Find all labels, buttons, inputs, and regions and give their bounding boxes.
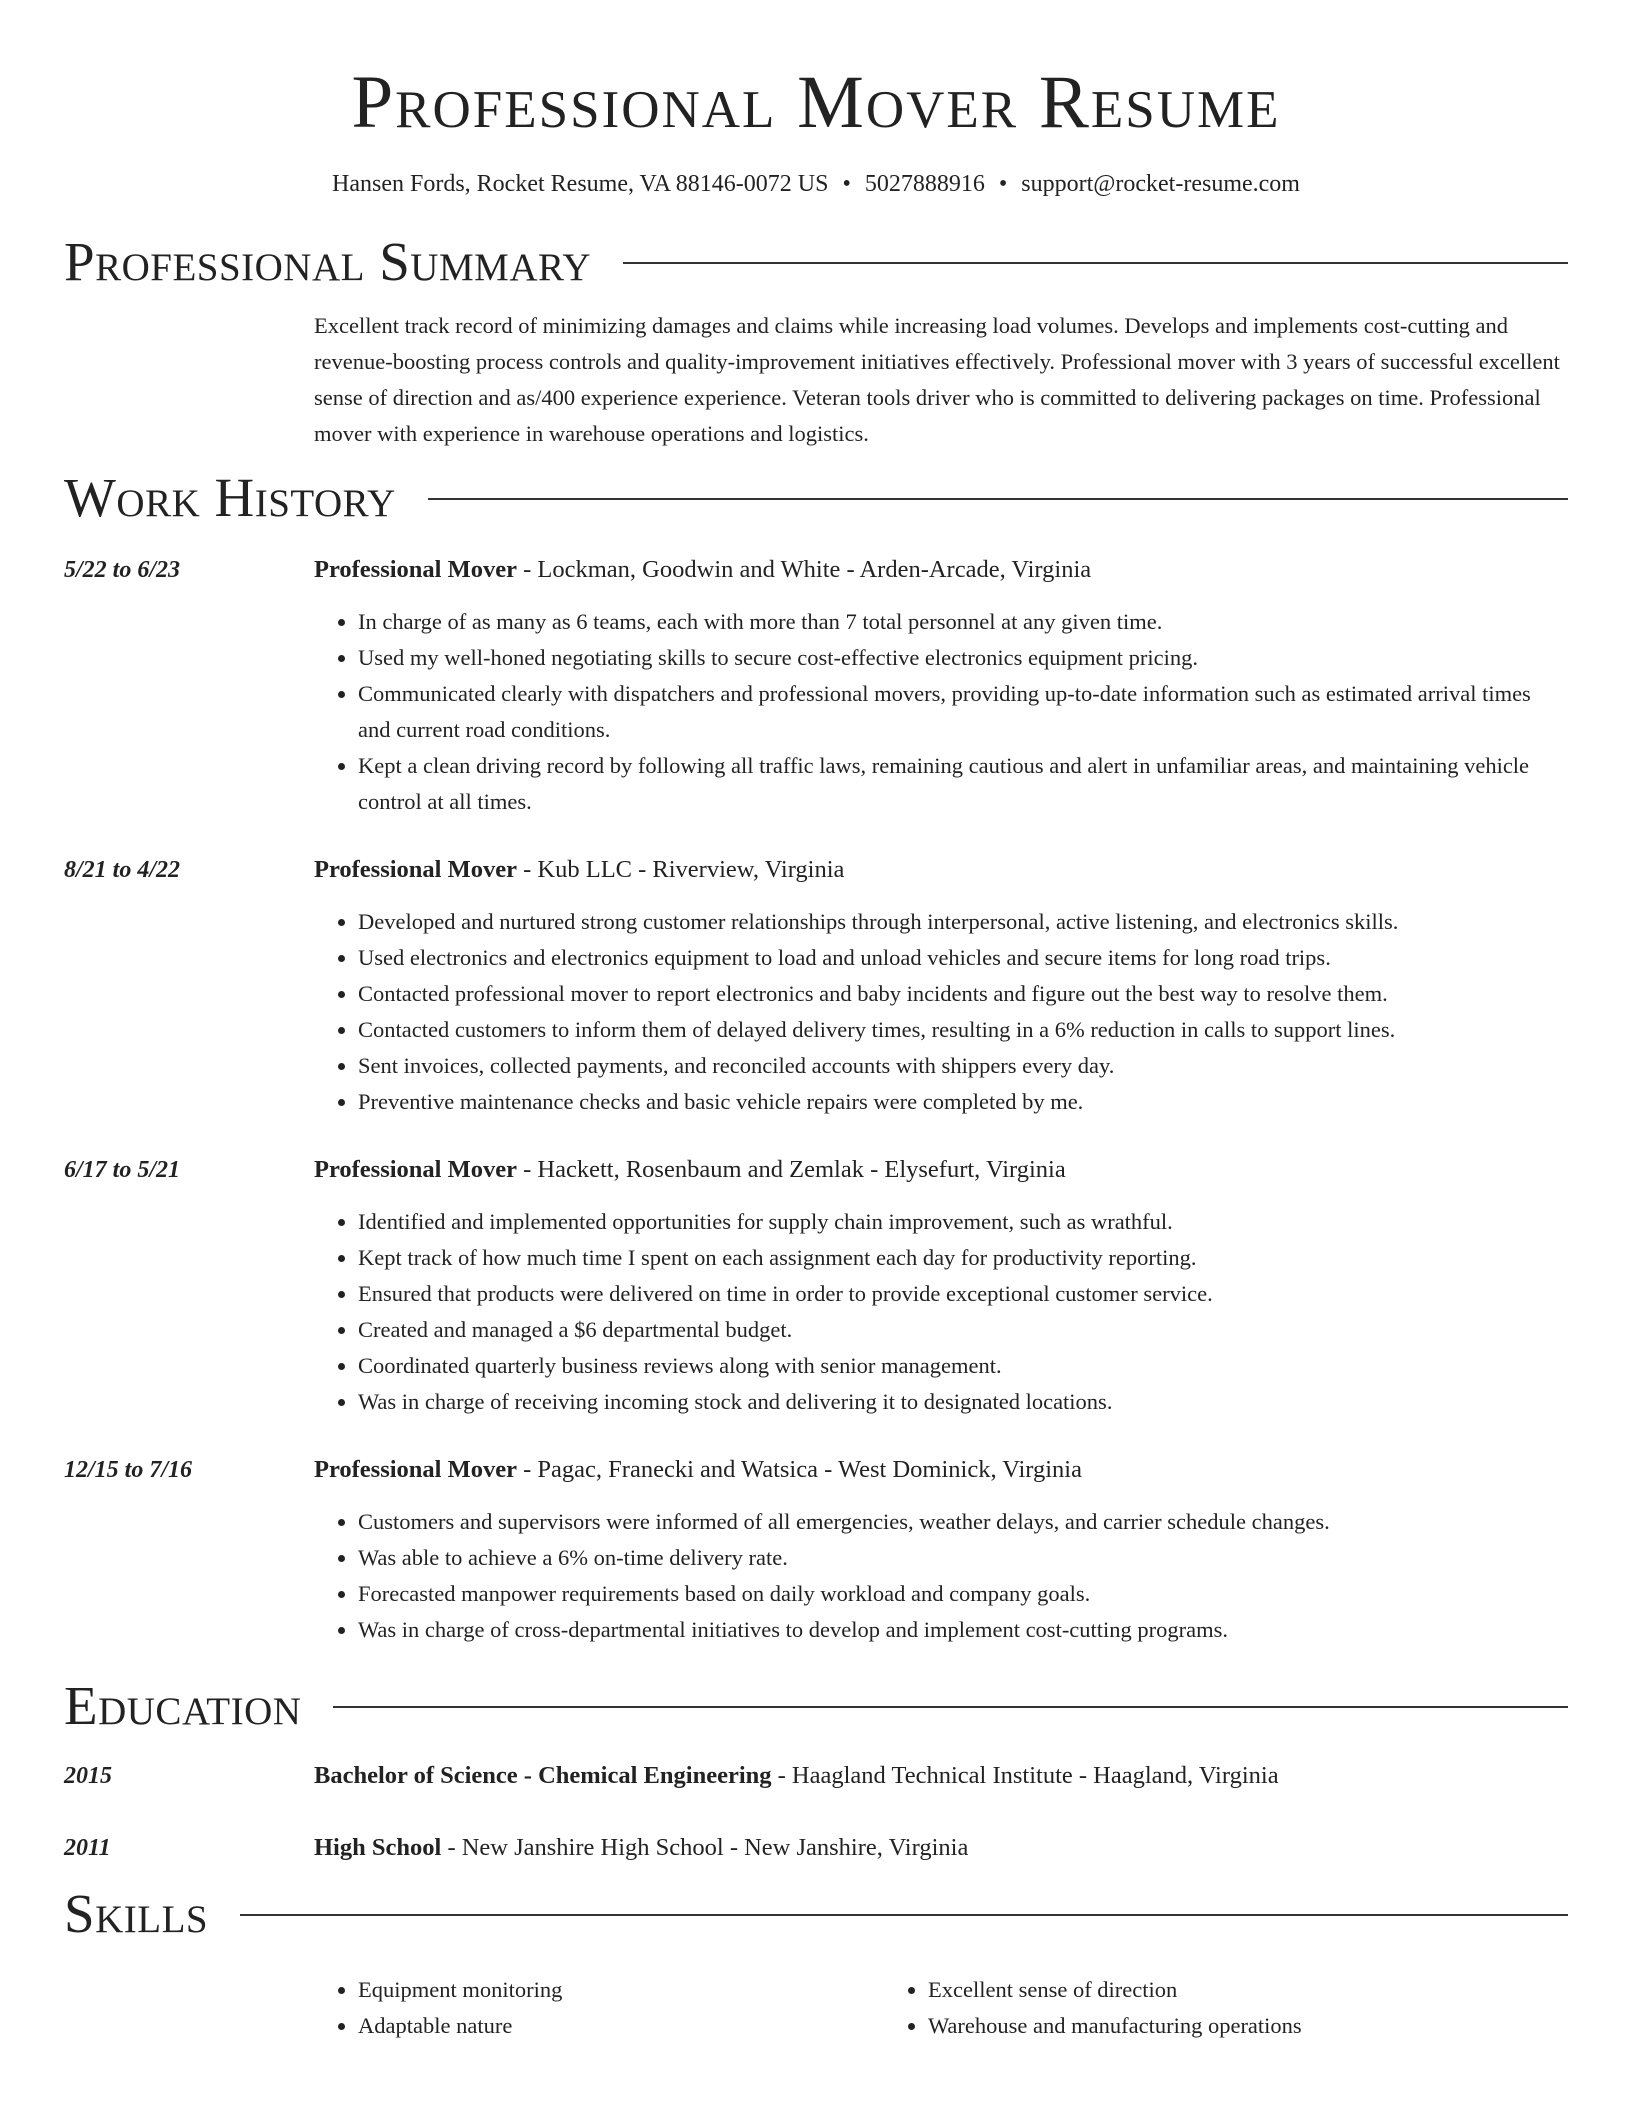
list-item: • Contacted professional mover to report electronics and baby incidents and figure out the best way to resolve them.	[358, 976, 1568, 1012]
job-body	[314, 552, 1568, 820]
education-degree: Bachelor of Science - Chemical Engineering	[314, 1762, 772, 1789]
education-details	[314, 1830, 968, 1866]
list-item: • In charge of as many as 6 teams, each with more than 7 total personnel at any given time.	[358, 604, 1568, 640]
skill-item: • Warehouse and manufacturing operations	[928, 2008, 1454, 2044]
education-school: - Haagland Technical Institute - Haagland, Virginia	[771, 1762, 1279, 1789]
education-degree: High School	[314, 1834, 442, 1861]
job-entry	[64, 852, 1568, 1120]
job-bullets	[314, 604, 1568, 820]
job-heading	[314, 852, 1568, 888]
section-rule	[428, 498, 1568, 500]
job-employer: - Lockman, Goodwin and White - Arden-Arcade, Virginia	[517, 556, 1092, 583]
section-rule	[333, 1706, 1568, 1708]
skill-item: • Equipment monitoring	[358, 1972, 884, 2008]
section-title-summary: Professional Summary	[64, 231, 592, 292]
section-header-education	[64, 1674, 1568, 1738]
job-entry	[64, 1152, 1568, 1420]
education-entry	[64, 1830, 1568, 1866]
job-title: Professional Mover	[314, 856, 517, 883]
skill-item: • Excellent sense of direction	[928, 1972, 1454, 2008]
job-body	[314, 1152, 1568, 1420]
job-date: 8/21 to 4/22	[64, 857, 181, 883]
contact-line	[64, 168, 1568, 200]
job-employer: - Hackett, Rosenbaum and Zemlak - Elysefurt, Virginia	[517, 1156, 1066, 1183]
list-item: • Ensured that products were delivered on time in order to provide exceptional customer service.	[358, 1276, 1568, 1312]
list-item: • Kept track of how much time I spent on each assignment each day for productivity reporting.	[358, 1240, 1568, 1276]
section-title-skills: Skills	[64, 1883, 209, 1944]
job-heading	[314, 552, 1568, 588]
section-title-work: Work History	[64, 467, 396, 528]
list-item: • Used electronics and electronics equipment to load and unload vehicles and secure items for long road trips.	[358, 940, 1568, 976]
job-title: Professional Mover	[314, 1456, 517, 1483]
job-bullets	[314, 904, 1568, 1120]
job-body	[314, 1452, 1568, 1648]
list-item: • Forecasted manpower requirements based on daily workload and company goals.	[358, 1576, 1568, 1612]
job-employer: - Pagac, Franecki and Watsica - West Dominick, Virginia	[517, 1456, 1082, 1483]
section-header-work	[64, 466, 1568, 530]
job-heading	[314, 1152, 1568, 1188]
education-details	[314, 1758, 1279, 1794]
contact-email: support@rocket-resume.com	[1021, 171, 1300, 197]
skill-item: • Adaptable nature	[358, 2008, 884, 2044]
job-body	[314, 852, 1568, 1120]
section-header-summary	[64, 230, 1568, 294]
job-employer: - Kub LLC - Riverview, Virginia	[517, 856, 845, 883]
list-item: • Was in charge of cross-departmental initiatives to develop and implement cost-cutting programs.	[358, 1612, 1568, 1648]
job-date: 5/22 to 6/23	[64, 557, 181, 583]
list-item: • Created and managed a $6 departmental budget.	[358, 1312, 1568, 1348]
contact-separator: •	[998, 171, 1008, 197]
job-entry	[64, 552, 1568, 820]
job-title: Professional Mover	[314, 1156, 517, 1183]
list-item: • Kept a clean driving record by following all traffic laws, remaining cautious and alert in unfamiliar areas, and maintaining vehicle control at all times.	[358, 748, 1568, 820]
education-date: 2011	[64, 1835, 111, 1861]
list-item: • Communicated clearly with dispatchers and professional movers, providing up-to-date information such as estimated arrival times and current road conditions.	[358, 676, 1568, 748]
contact-separator: •	[842, 171, 851, 197]
contact-phone: 5027888916	[864, 171, 985, 197]
job-heading	[314, 1452, 1568, 1488]
list-item: • Customers and supervisors were informed of all emergencies, weather delays, and carrier schedule changes.	[358, 1504, 1568, 1540]
list-item: • Developed and nurtured strong customer relationships through interpersonal, active listening, and electronics skills.	[358, 904, 1568, 940]
education-entry	[64, 1758, 1568, 1794]
skills-list	[314, 1972, 1568, 2044]
list-item: • Was able to achieve a 6% on-time delivery rate.	[358, 1540, 1568, 1576]
skills-column-left	[314, 1972, 884, 2044]
list-item: • Identified and implemented opportunities for supply chain improvement, such as wrathful.	[358, 1204, 1568, 1240]
contact-address: Hansen Fords, Rocket Resume, VA 88146-0072 US	[332, 171, 829, 197]
section-rule	[623, 262, 1568, 264]
section-title-education: Education	[64, 1675, 302, 1736]
list-item: • Preventive maintenance checks and basic vehicle repairs were completed by me.	[358, 1084, 1568, 1120]
job-date: 12/15 to 7/16	[64, 1457, 193, 1483]
job-bullets	[314, 1204, 1568, 1420]
section-rule	[240, 1914, 1568, 1916]
list-item: • Was in charge of receiving incoming stock and delivering it to designated locations.	[358, 1384, 1568, 1420]
section-header-skills	[64, 1882, 1568, 1946]
list-item: • Contacted customers to inform them of delayed delivery times, resulting in a 6% reduction in calls to support lines.	[358, 1012, 1568, 1048]
education-school: - New Janshire High School - New Janshire, Virginia	[441, 1834, 969, 1861]
job-date: 6/17 to 5/21	[64, 1157, 181, 1183]
skills-column-right	[884, 1972, 1454, 2044]
list-item: • Sent invoices, collected payments, and reconciled accounts with shippers every day.	[358, 1048, 1568, 1084]
job-entry	[64, 1452, 1568, 1648]
job-title: Professional Mover	[314, 556, 517, 583]
education-date: 2015	[64, 1763, 112, 1789]
summary-text: Excellent track record of minimizing damages and claims while increasing load volumes. Develops and implements cost-cutting and revenue-boosting process controls and quality-improvement initiatives effectively. Professional mover with 3 years of successful excellent sense of direction and as/400 experience experience. Veteran tools driver who is committed to delivering packages on time. Professional mover with experience in warehouse operations and logistics.	[314, 313, 1560, 446]
job-bullets	[314, 1504, 1568, 1648]
list-item: • Coordinated quarterly business reviews along with senior management.	[358, 1348, 1568, 1384]
resume-title: Professional Mover Resume	[351, 61, 1281, 144]
list-item: • Used my well-honed negotiating skills to secure cost-effective electronics equipment pricing.	[358, 640, 1568, 676]
